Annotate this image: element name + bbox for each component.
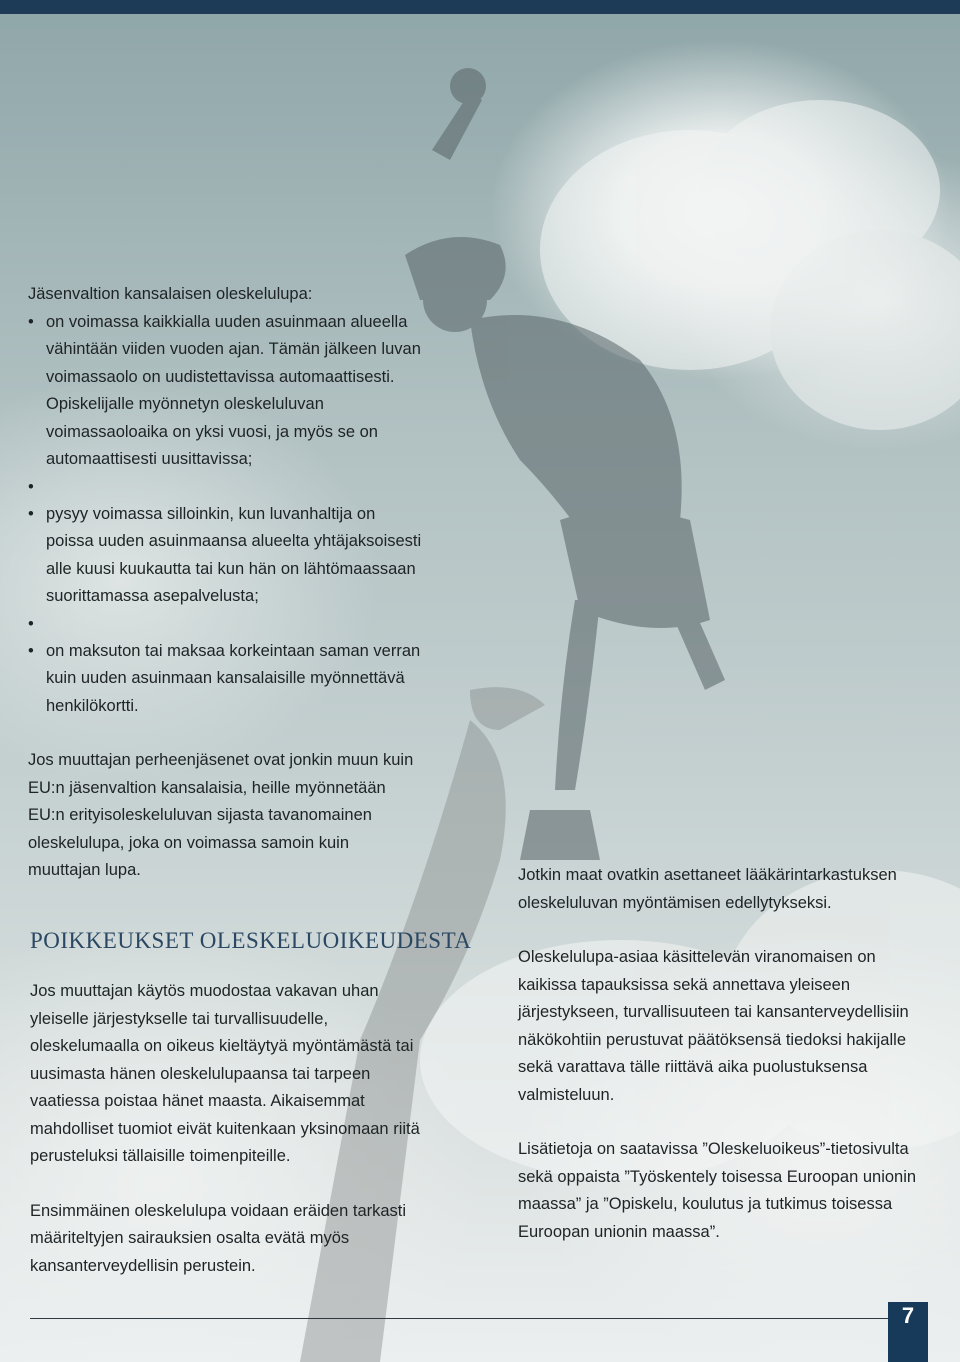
authority-paragraph: Oleskelulupa-asiaa käsittelevän viranomaisen on kaikissa tapauksissa sekä annettava yleiseen järjestykseen, turvallisuuteen tai kansanterveydellisiin näkökohtiin perustuvat päätöksensä tiedoksi hakijalle sekä varattava tälle riittävä aika puolustuksensa valmisteluun. [518, 948, 909, 1104]
right-column [518, 862, 923, 1246]
bullet-item: • pysyy voimassa silloinkin, kun luvanhaltija on poissa uuden asuinmaansa alueelta yhtäjaksoisesti alle kuusi kuukautta tai kun hän on lähtömaassaan suorittamassa asepalvelusta; [28, 501, 423, 611]
bullet-item: • on voimassa kaikkialla uuden asuinmaan alueella vähintään viiden vuoden ajan. Tämän jälkeen luvan voimassaolo on uudistettavissa automaattisesti. Opiskelijalle myönnetyn oleskeluluvan voimassaoloaika on yksi vuosi, ja myös se on automaattisesti uusittavissa; [28, 309, 423, 474]
health-paragraph: Ensimmäinen oleskelulupa voidaan eräiden tarkasti määriteltyjen sairauksien osalta evätä myös kansanterveydellisin perustein. [30, 1201, 407, 1275]
paragraph-spacer [28, 720, 423, 747]
more-info-paragraph: Lisätietoja on saatavissa ”Oleskeluoikeus”-tietosivulta sekä oppaista ”Työskentely toisessa Euroopan unionin maassa” ja ”Opiskelu, koulutus ja tutkimus toisessa Euroopan unionin maassa”. [518, 1140, 917, 1241]
bullet-item: • on maksuton tai maksaa korkeintaan saman verran kuin uuden asuinmaan kansalaisille myönnettävä henkilökortti. [28, 638, 423, 721]
exceptions-paragraph: Jos muuttajan käytös muodostaa vakavan uhan yleiselle järjestykselle tai turvallisuudelle, oleskelumaalla on oikeus kieltäytyä myöntämästä tai uusimasta hänen oleskelulupaansa tai tarpeen vaatiessa poistaa hänet maasta. Aikaisemmat mahdolliset tuomiot eivät kuitenkaan yksinomaan riitä perusteluksi tällaisille toimenpiteille. [30, 982, 420, 1165]
bullet-list [28, 309, 423, 721]
footer-rule [30, 1318, 888, 1319]
left-column-bottom [30, 978, 430, 1280]
section-heading: POIKKEUKSET OLESKELUOIKEUDESTA [30, 928, 472, 953]
page-number: 7 [888, 1302, 928, 1362]
paragraph-spacer [30, 1171, 430, 1198]
family-paragraph: Jos muuttajan perheenjäsenet ovat jonkin muun kuin EU:n jäsenvaltion kansalaisia, heille myönnetään EU:n erityisoleskeluluvan sijasta tavanomainen oleskelulupa, joka on voimassa samoin kuin muuttajan lupa. [28, 751, 414, 879]
medical-check-paragraph: Jotkin maat ovatkin asettaneet lääkärintarkastuksen oleskeluluvan myöntämisen edellytykseksi. [518, 866, 897, 912]
bullet-spacer [28, 611, 423, 638]
paragraph-spacer [518, 1109, 923, 1136]
left-column-top [28, 281, 423, 885]
intro-label: Jäsenvaltion kansalaisen oleskelulupa: [28, 285, 313, 303]
paragraph-spacer [518, 917, 923, 944]
bullet-spacer [28, 474, 423, 501]
